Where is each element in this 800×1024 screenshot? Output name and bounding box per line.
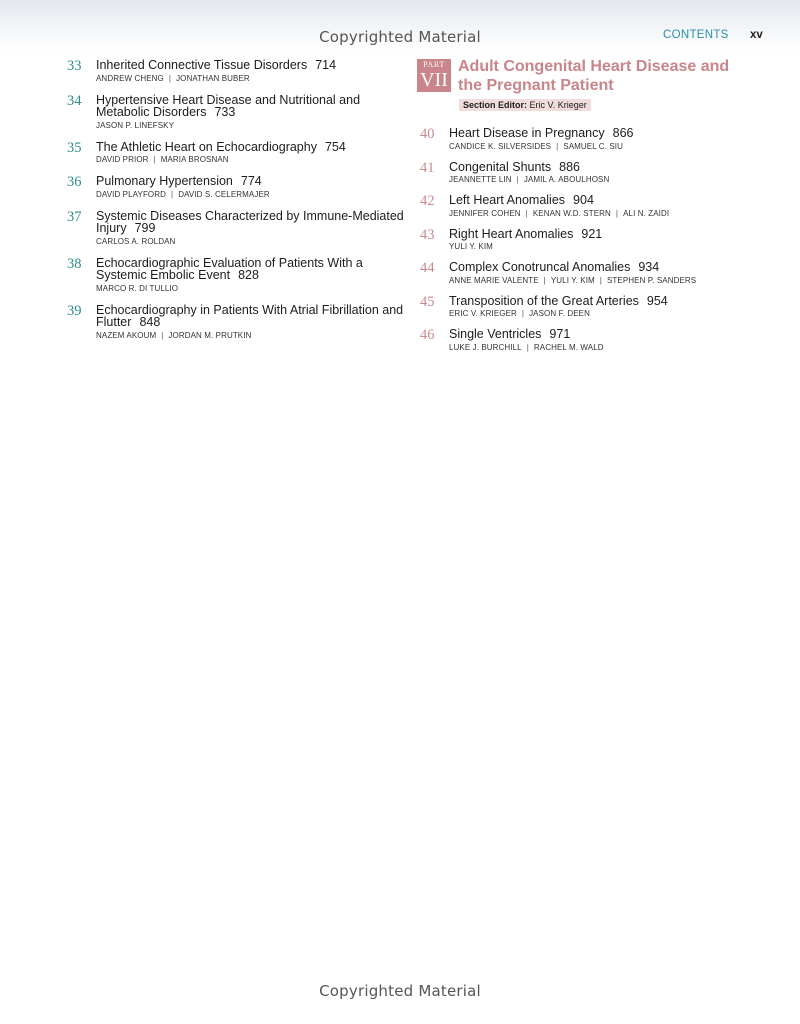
chapter-authors: [449, 342, 757, 353]
entry-body: [96, 175, 405, 200]
entry-body: [96, 304, 405, 341]
author-name: CARLOS A. ROLDAN: [96, 236, 176, 246]
toc-entry[interactable]: [417, 161, 757, 186]
chapter-title-text: Injury: [96, 221, 127, 235]
author-name: RACHEL M. WALD: [533, 342, 604, 352]
author-separator: |: [599, 275, 602, 285]
author-name: ALI N. ZAIDI: [623, 208, 670, 218]
chapter-authors: [449, 208, 757, 219]
author-name: KENAN W.D. STERN: [532, 208, 611, 218]
section-editor-name: Eric V. Krieger: [529, 100, 587, 110]
chapter-title: [96, 141, 405, 154]
chapter-page: 934: [638, 260, 660, 274]
toc-entry[interactable]: [60, 94, 405, 131]
chapter-number: 38: [67, 255, 82, 272]
chapter-number: 44: [420, 260, 435, 276]
watermark-top: Copyrighted Material: [319, 28, 481, 46]
chapter-title-text: The Athletic Heart on Echocardiography: [96, 139, 317, 154]
part-numeral: VII: [420, 69, 448, 91]
chapter-title: [96, 257, 405, 282]
part-badge: [417, 59, 451, 92]
author-name: YULI Y. KIM: [550, 275, 595, 285]
author-name: MARIA BROSNAN: [160, 155, 229, 164]
chapter-title: [449, 127, 757, 140]
chapter-title-text: Hypertensive Heart Disease and Nutritional and: [96, 92, 361, 107]
toc-entry[interactable]: [60, 210, 405, 247]
part-heading: [417, 57, 757, 113]
chapter-page: 774: [240, 174, 262, 188]
toc-entry[interactable]: [60, 141, 405, 166]
entry-body: [96, 257, 405, 294]
chapter-title-text: Systemic Embolic Event: [96, 268, 231, 282]
chapter-page: 754: [324, 139, 346, 154]
author-separator: |: [543, 275, 546, 285]
chapter-title: [96, 210, 405, 235]
toc-entry[interactable]: [60, 59, 405, 84]
author-separator: |: [526, 342, 529, 352]
author-name: CANDICE K. SILVERSIDES: [449, 141, 552, 151]
part-title-line: the Pregnant Patient: [458, 77, 614, 94]
author-name: DAVID PLAYFORD: [96, 189, 167, 199]
chapter-page: 886: [559, 159, 581, 174]
chapter-title: [449, 228, 757, 241]
chapter-number: 37: [67, 208, 82, 225]
author-separator: |: [556, 141, 559, 151]
toc-entry[interactable]: [417, 228, 757, 253]
author-separator: |: [168, 73, 172, 83]
toc-right-column: [417, 57, 757, 362]
entry-body: [96, 94, 405, 131]
chapter-title-text: Echocardiographic Evaluation of Patients With a: [96, 255, 363, 270]
chapter-title: [449, 261, 757, 274]
chapter-title-line: [96, 316, 405, 329]
chapter-title-text: Congenital Shunts: [449, 159, 552, 174]
chapter-title-line: [96, 222, 405, 235]
entry-body: [449, 328, 757, 353]
author-name: JASON P. LINEFSKY: [96, 120, 175, 130]
entry-body: [96, 59, 405, 84]
part-title-line: Adult Congenital Heart Disease and: [458, 58, 730, 75]
chapter-authors: [449, 275, 757, 286]
chapter-page: 828: [238, 268, 259, 282]
chapter-number: 46: [420, 327, 435, 343]
chapter-title: [449, 295, 757, 308]
author-name: JORDAN M. PRUTKIN: [168, 330, 252, 340]
toc-entry[interactable]: [60, 304, 405, 341]
entry-body: [449, 295, 757, 320]
chapter-number: 34: [67, 92, 82, 109]
chapter-authors: [96, 154, 405, 165]
part-label: PART: [423, 60, 445, 69]
toc-entry[interactable]: [60, 175, 405, 200]
section-editor-label: Section Editor:: [463, 100, 528, 110]
chapter-title-text: Complex Conotruncal Anomalies: [449, 260, 631, 274]
toc-left-column: [60, 59, 405, 351]
chapter-title-text: Flutter: [96, 315, 132, 329]
chapter-title: [96, 304, 405, 329]
entry-body: [449, 194, 757, 219]
author-name: JEANNETTE LIN: [449, 175, 512, 184]
chapter-page: 714: [315, 58, 337, 72]
author-name: SAMUEL C. SIU: [563, 141, 623, 151]
chapter-authors: [96, 120, 405, 131]
author-name: DAVID S. CELERMAJER: [178, 189, 270, 199]
chapter-title-text: Right Heart Anomalies: [449, 226, 574, 241]
page-number: xv: [750, 29, 763, 41]
chapter-title-text: Transposition of the Great Arteries: [449, 293, 639, 308]
author-name: JAMIL A. ABOULHOSN: [523, 175, 610, 184]
author-name: YULI Y. KIM: [449, 242, 493, 251]
author-name: JASON F. DEEN: [529, 309, 590, 318]
chapter-number: 35: [67, 139, 82, 156]
chapter-number: 36: [67, 174, 82, 190]
chapter-title: [96, 94, 405, 119]
toc-entry[interactable]: [417, 328, 757, 353]
chapter-page: 799: [134, 221, 156, 235]
chapter-title-text: Echocardiography in Patients With Atrial Fibrillation and: [96, 302, 404, 317]
entry-body: [449, 161, 757, 186]
toc-entry[interactable]: [417, 194, 757, 219]
author-separator: |: [161, 330, 164, 340]
chapter-authors: [96, 236, 405, 247]
toc-entry[interactable]: [417, 295, 757, 320]
toc-right-entries: [417, 127, 757, 353]
chapter-authors: [449, 174, 757, 185]
chapter-title: [449, 194, 757, 207]
part-title: [458, 57, 729, 95]
author-separator: |: [615, 208, 619, 218]
chapter-authors: [96, 283, 405, 294]
author-separator: |: [516, 175, 519, 184]
chapter-title: [449, 328, 757, 341]
chapter-authors: [449, 141, 757, 152]
chapter-page: 904: [573, 193, 594, 207]
author-name: JENNIFER COHEN: [449, 208, 521, 218]
entry-body: [449, 261, 757, 286]
author-name: LUKE J. BURCHILL: [449, 342, 522, 352]
author-separator: |: [153, 155, 156, 164]
chapter-title-text: Left Heart Anomalies: [449, 193, 566, 207]
chapter-title: [96, 59, 405, 72]
chapter-number: 39: [67, 302, 82, 319]
chapter-number: 33: [67, 58, 82, 74]
chapter-authors: [96, 73, 405, 84]
author-name: ANDREW CHENG: [96, 73, 164, 83]
chapter-authors: [96, 330, 405, 341]
toc-entry[interactable]: [60, 257, 405, 294]
entry-body: [96, 210, 405, 247]
chapter-title-text: Inherited Connective Tissue Disorders: [96, 58, 308, 72]
chapter-title-text: Systemic Diseases Characterized by Immune-Mediated: [96, 208, 404, 223]
author-separator: |: [521, 309, 525, 318]
chapter-number: 45: [420, 293, 435, 310]
author-name: ERIC V. KRIEGER: [449, 309, 517, 318]
chapter-title-line: [96, 106, 405, 119]
author-name: JONATHAN BUBER: [176, 73, 250, 83]
chapter-title-text: Metabolic Disorders: [96, 105, 207, 119]
chapter-title-line: [96, 269, 405, 282]
chapter-title-text: Pulmonary Hypertension: [96, 174, 233, 188]
chapter-authors: [449, 308, 757, 319]
entry-body: [449, 127, 757, 152]
chapter-page: 866: [612, 126, 634, 140]
toc-entry[interactable]: [417, 261, 757, 286]
entry-body: [96, 141, 405, 166]
chapter-authors: [96, 189, 405, 200]
chapter-number: 43: [420, 226, 435, 243]
author-name: MARCO R. DI TULLIO: [96, 283, 179, 293]
watermark-bottom: Copyrighted Material: [319, 982, 481, 1000]
chapter-number: 40: [420, 126, 435, 142]
chapter-page: 971: [549, 327, 571, 341]
chapter-number: 42: [420, 193, 435, 209]
chapter-title-text: Single Ventricles: [449, 327, 542, 341]
toc-entry[interactable]: [417, 127, 757, 152]
entry-body: [449, 228, 757, 253]
author-name: ANNE MARIE VALENTE: [449, 275, 539, 285]
chapter-title: [449, 161, 757, 174]
chapter-page: 733: [214, 105, 236, 119]
author-separator: |: [525, 208, 528, 218]
chapter-authors: [449, 241, 757, 252]
author-name: STEPHEN P. SANDERS: [606, 275, 697, 285]
author-name: NAZEM AKOUM: [96, 330, 157, 340]
chapter-title: [96, 175, 405, 188]
section-editor: [459, 99, 591, 111]
chapter-number: 41: [420, 159, 435, 176]
chapter-page: 921: [581, 226, 603, 241]
chapter-title-text: Heart Disease in Pregnancy: [449, 126, 605, 140]
chapter-page: 848: [139, 315, 161, 329]
author-name: DAVID PRIOR: [96, 155, 149, 164]
chapter-page: 954: [646, 293, 668, 308]
author-separator: |: [171, 189, 174, 199]
running-head: CONTENTS: [663, 29, 729, 41]
